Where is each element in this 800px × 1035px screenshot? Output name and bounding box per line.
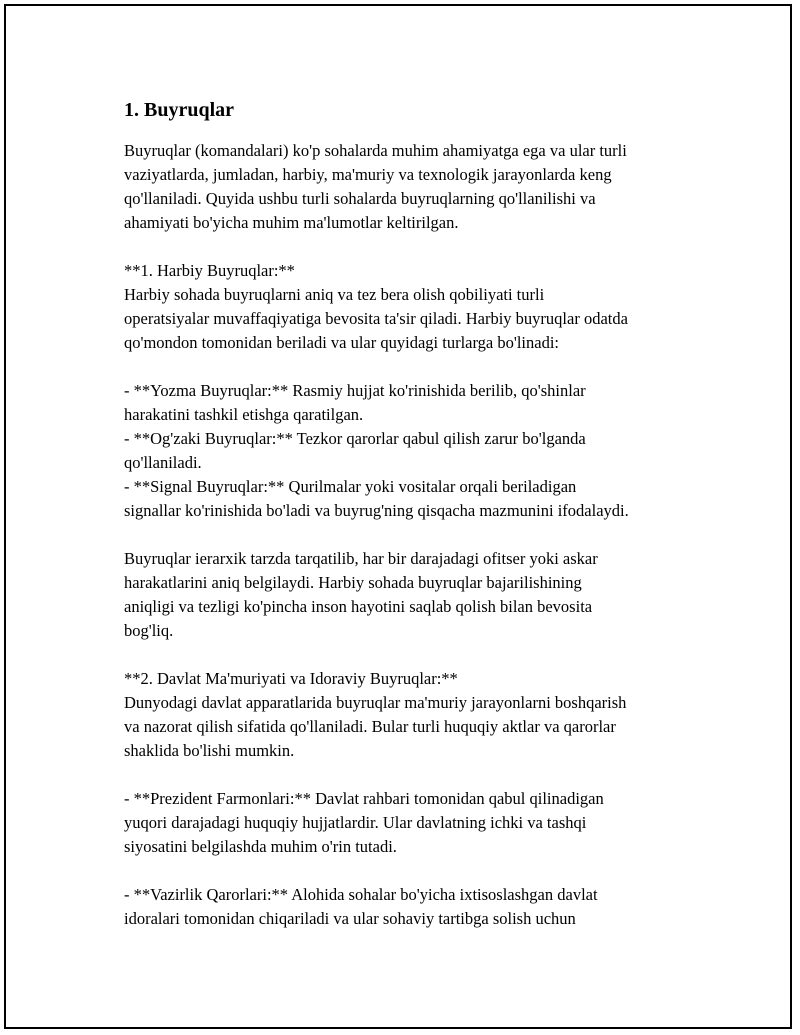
paragraph xyxy=(124,259,704,355)
paragraph-gap xyxy=(124,643,704,667)
page-frame xyxy=(4,4,792,1029)
text-line: **1. Harbiy Buyruqlar:** xyxy=(124,261,295,280)
paragraph-gap xyxy=(124,355,704,379)
paragraph xyxy=(124,547,704,643)
paragraph-gap xyxy=(124,859,704,883)
paragraph xyxy=(124,883,704,931)
text-line: - **Vazirlik Qarorlari:** Alohida sohalar bo'yicha ixtisoslashgan davlat xyxy=(124,885,598,904)
text-line: Harbiy sohada buyruqlarni aniq va tez bera olish qobiliyati turli xyxy=(124,285,545,304)
text-line: vaziyatlarda, jumladan, harbiy, ma'muriy va texnologik jarayonlarda keng xyxy=(124,165,612,184)
text-line: Buyruqlar ierarxik tarzda tarqatilib, har bir darajadagi ofitser yoki askar xyxy=(124,549,598,568)
paragraph xyxy=(124,379,704,523)
paragraph xyxy=(124,787,704,859)
text-line: qo'llaniladi. Quyida ushbu turli sohalarda buyruqlarning qo'llanilishi va xyxy=(124,189,596,208)
text-line: yuqori darajadagi huquqiy hujjatlardir. Ular davlatning ichki va tashqi xyxy=(124,813,587,832)
text-line: harakatlarini aniq belgilaydi. Harbiy sohada buyruqlar bajarilishining xyxy=(124,573,582,592)
text-line: **2. Davlat Ma'muriyati va Idoraviy Buyruqlar:** xyxy=(124,669,458,688)
document-heading: 1. Buyruqlar xyxy=(124,99,235,121)
paragraph xyxy=(124,667,704,763)
text-line: harakatini tashkil etishga qaratilgan. xyxy=(124,405,364,424)
text-line: siyosatini belgilashda muhim o'rin tutadi. xyxy=(124,837,397,856)
text-line: Dunyodagi davlat apparatlarida buyruqlar ma'muriy jarayonlarni boshqarish xyxy=(124,693,627,712)
text-line: - **Signal Buyruqlar:** Qurilmalar yoki vositalar orqali beriladigan xyxy=(124,477,577,496)
text-line: - **Og'zaki Buyruqlar:** Tezkor qarorlar qabul qilish zarur bo'lganda xyxy=(124,429,586,448)
text-line: va nazorat qilish sifatida qo'llaniladi. Bular turli huquqiy aktlar va qarorlar xyxy=(124,717,616,736)
document-body xyxy=(124,96,704,931)
text-line: - **Prezident Farmonlari:** Davlat rahbari tomonidan qabul qilinadigan xyxy=(124,789,604,808)
text-line: aniqligi va tezligi ko'pincha inson hayotini saqlab qolish bilan bevosita xyxy=(124,597,593,616)
text-line: ahamiyati bo'yicha muhim ma'lumotlar keltirilgan. xyxy=(124,213,459,232)
paragraph xyxy=(124,139,704,235)
paragraph-gap xyxy=(124,763,704,787)
paragraph-container xyxy=(124,139,704,931)
text-line: operatsiyalar muvaffaqiyatiga bevosita ta'sir qiladi. Harbiy buyruqlar odatda xyxy=(124,309,628,328)
text-line: qo'llaniladi. xyxy=(124,453,202,472)
text-line: - **Yozma Buyruqlar:** Rasmiy hujjat ko'rinishida berilib, qo'shinlar xyxy=(124,381,586,400)
paragraph-gap xyxy=(124,523,704,547)
text-line: qo'mondon tomonidan beriladi va ular quyidagi turlarga bo'linadi: xyxy=(124,333,560,352)
text-line: Buyruqlar (komandalari) ko'p sohalarda muhim ahamiyatga ega va ular turli xyxy=(124,141,627,160)
text-line: idoralari tomonidan chiqariladi va ular sohaviy tartibga solish uchun xyxy=(124,909,576,928)
text-line: bog'liq. xyxy=(124,621,174,640)
paragraph-gap xyxy=(124,235,704,259)
text-line: signallar ko'rinishida bo'ladi va buyrug'ning qisqacha mazmunini ifodalaydi. xyxy=(124,501,629,520)
text-line: shaklida bo'lishi mumkin. xyxy=(124,741,295,760)
